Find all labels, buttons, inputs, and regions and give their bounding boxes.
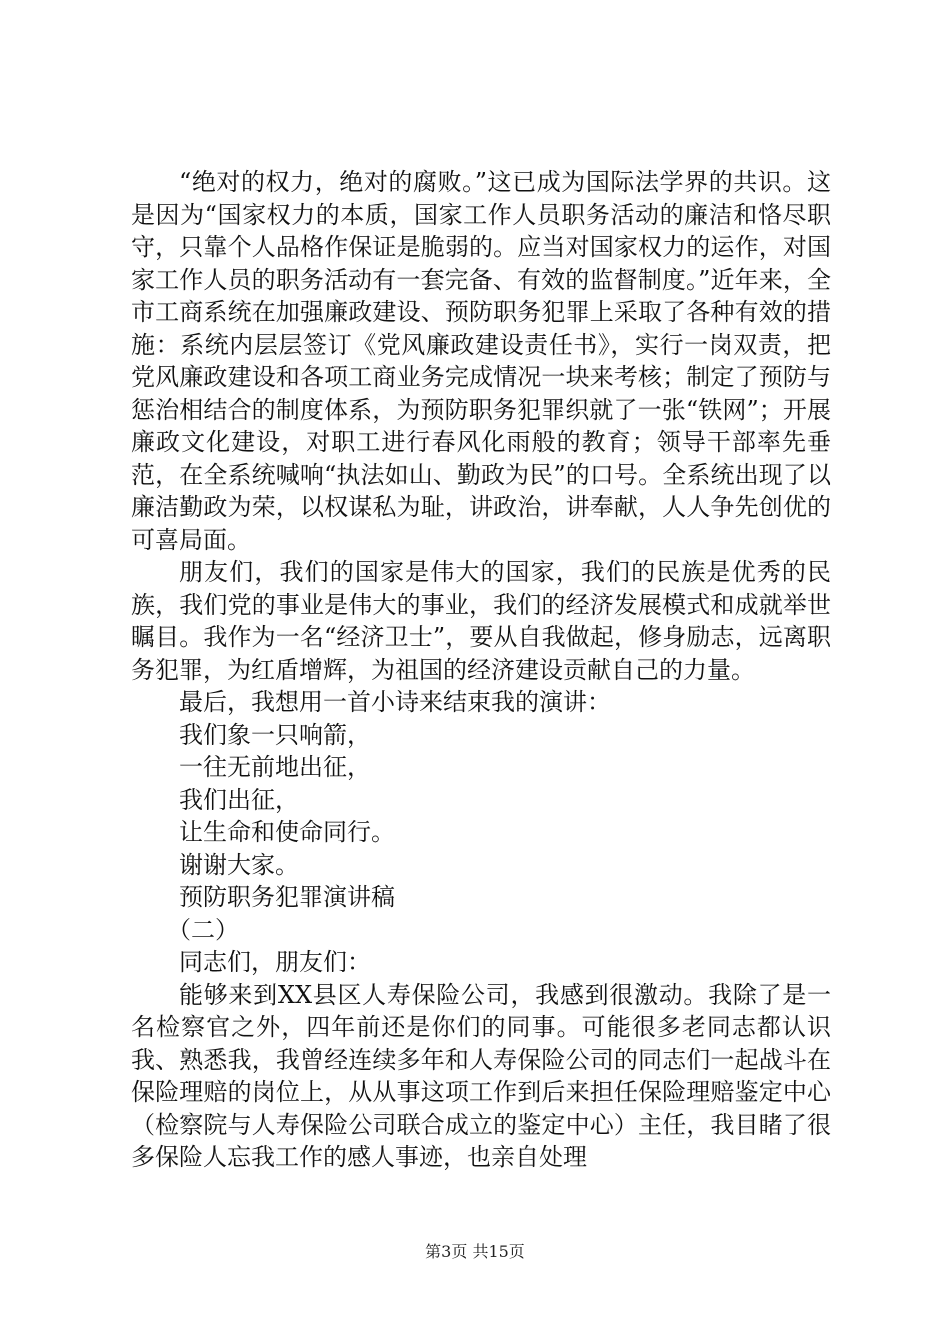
thanks-line: 谢谢大家。: [179, 850, 299, 879]
section-number: （二）: [167, 915, 239, 944]
page-footer: 第3页 共15页: [425, 1242, 525, 1261]
poem-line-3: 我们出征，: [179, 785, 299, 814]
paragraph-absolute-power: “绝对的权力，绝对的腐败。”这已成为国际法学界的共识。这是因为“国家权力的本质，国家工作人员职务活动的廉洁和恪尽职守，只靠个人品格作保证是脆弱的。应当对国家权力的运作，对国家工作人员的职务活动有一套完备、有效的监督制度。”近年来，全市工商系统在加强廉政建设、预防职务犯罪上采取了各种有效的措施：系统内层层签订《党风廉政建设责任书》，实行一岗双责，把党风廉政建设和各项工商业务完成情况一块来考核；制定了预防与惩治相结合的制度体系，为预防职务犯罪织就了一张“铁网”；开展廉政文化建设，对职工进行春风化雨般的教育；领导干部率先垂范，在全系统喊响“执法如山、勤政为民”的口号。全系统出现了以廉洁勤政为荣，以权谋私为耻，讲政治，讲奉献，人人争先创优的可喜局面。: [131, 168, 831, 554]
poem-line-2: 一往无前地出征，: [179, 753, 371, 781]
salutation: 同志们，朋友们：: [179, 948, 371, 976]
closing-intro: 最后，我想用一首小诗来结束我的演讲：: [179, 688, 611, 716]
paragraph-insurance-company: 能够来到XX县区人寿保险公司，我感到很激动。我除了是一名检察官之外，四年前还是你们的同事。可能很多老同志都认识我、熟悉我，我曾经连续多年和人寿保险公司的同志们一起战斗在保险理赔的岗位上，从从事这项工作到后来担任保险理赔鉴定中心（检察院与人寿保险公司联合成立的鉴定中心）主任，我目睹了很多保险人忘我工作的感人事迹，也亲自处理: [131, 980, 831, 1171]
paragraph-friends: 朋友们，我们的国家是伟大的国家，我们的民族是优秀的民族，我们党的事业是伟大的事业，我们的经济发展模式和成就举世瞩目。我作为一名“经济卫士”，要从自我做起，修身励志，远离职务犯罪，为红盾增辉，为祖国的经济建设贡献自己的力量。: [131, 558, 831, 684]
poem-line-4: 让生命和使命同行。: [179, 818, 395, 846]
document-body: [131, 166, 831, 1174]
poem-line-1: 我们象一只响箭，: [179, 720, 371, 749]
section-title: 预防职务犯罪演讲稿: [179, 883, 395, 911]
